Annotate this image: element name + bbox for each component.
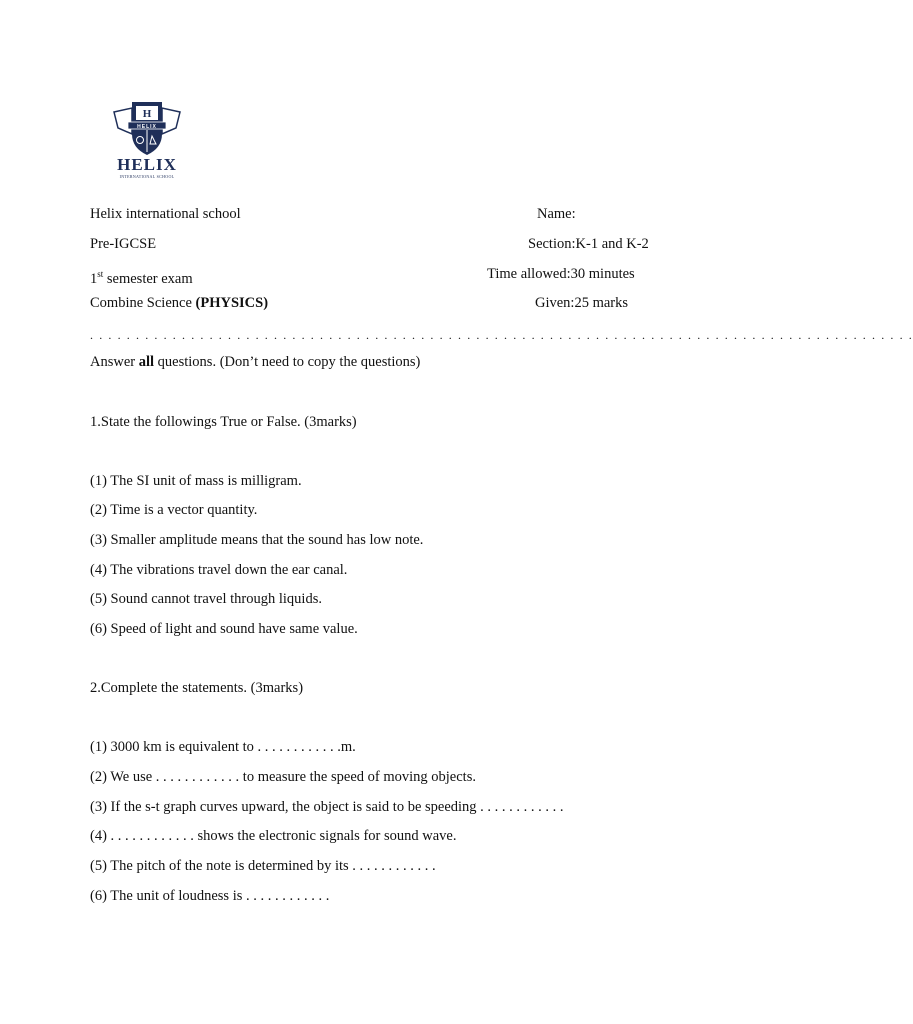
svg-text:H: H <box>142 108 152 120</box>
svg-text:HELIX: HELIX <box>137 124 157 130</box>
subject-label: Combine Science (PHYSICS) <box>90 295 269 311</box>
shield-crest-icon <box>108 98 186 158</box>
name-label: Name: <box>537 206 576 222</box>
logo-subtitle: INTERNATIONAL SCHOOL <box>119 174 175 179</box>
question-1-item: (5) Sound cannot travel through liquids. <box>90 591 322 607</box>
question-1-item: (4) The vibrations travel down the ear canal. <box>90 562 348 578</box>
dotted-separator: . . . . . . . . . . . . . . . . . . . . . . . . . . . . . . . . . . . . . . . . . . . . . . . . . . . . . . . . . . . . . . . . . . . . . . . . . . . . . . . . . . . . . . . . . . <box>90 328 913 342</box>
question-1-item: (3) Smaller amplitude means that the sound has low note. <box>90 532 424 548</box>
school-logo <box>108 98 186 182</box>
instruction-text: Answer all questions. (Don’t need to copy the questions) <box>90 354 421 370</box>
question-2-item: (2) We use . . . . . . . . . . . . to measure the speed of moving objects. <box>90 769 476 785</box>
question-1-item: (2) Time is a vector quantity. <box>90 502 258 518</box>
question-2-item: (6) The unit of loudness is . . . . . . . . . . . . <box>90 888 330 904</box>
time-allowed: Time allowed:30 minutes <box>487 266 635 282</box>
question-1-item: (6) Speed of light and sound have same value. <box>90 621 358 637</box>
level-label: Pre-IGCSE <box>90 236 157 252</box>
question-1-item: (1) The SI unit of mass is milligram. <box>90 473 302 489</box>
logo-wordmark: HELIX <box>117 155 177 174</box>
school-name: Helix international school <box>90 206 241 222</box>
question-1-title: 1.State the followings True or False. (3marks) <box>90 414 357 430</box>
semester-label: 1st semester exam <box>90 269 193 287</box>
marks-label: Given:25 marks <box>535 295 629 311</box>
question-2-item: (1) 3000 km is equivalent to . . . . . . . . . . . .m. <box>90 739 356 755</box>
question-2-item: (4) . . . . . . . . . . . . shows the electronic signals for sound wave. <box>90 828 457 844</box>
section-label: Section:K-1 and K-2 <box>528 236 649 252</box>
question-2-item: (3) If the s-t graph curves upward, the object is said to be speeding . . . . . . . . . . . . <box>90 799 564 815</box>
question-2-item: (5) The pitch of the note is determined by its . . . . . . . . . . . . <box>90 858 436 874</box>
question-2-title: 2.Complete the statements. (3marks) <box>90 680 304 696</box>
